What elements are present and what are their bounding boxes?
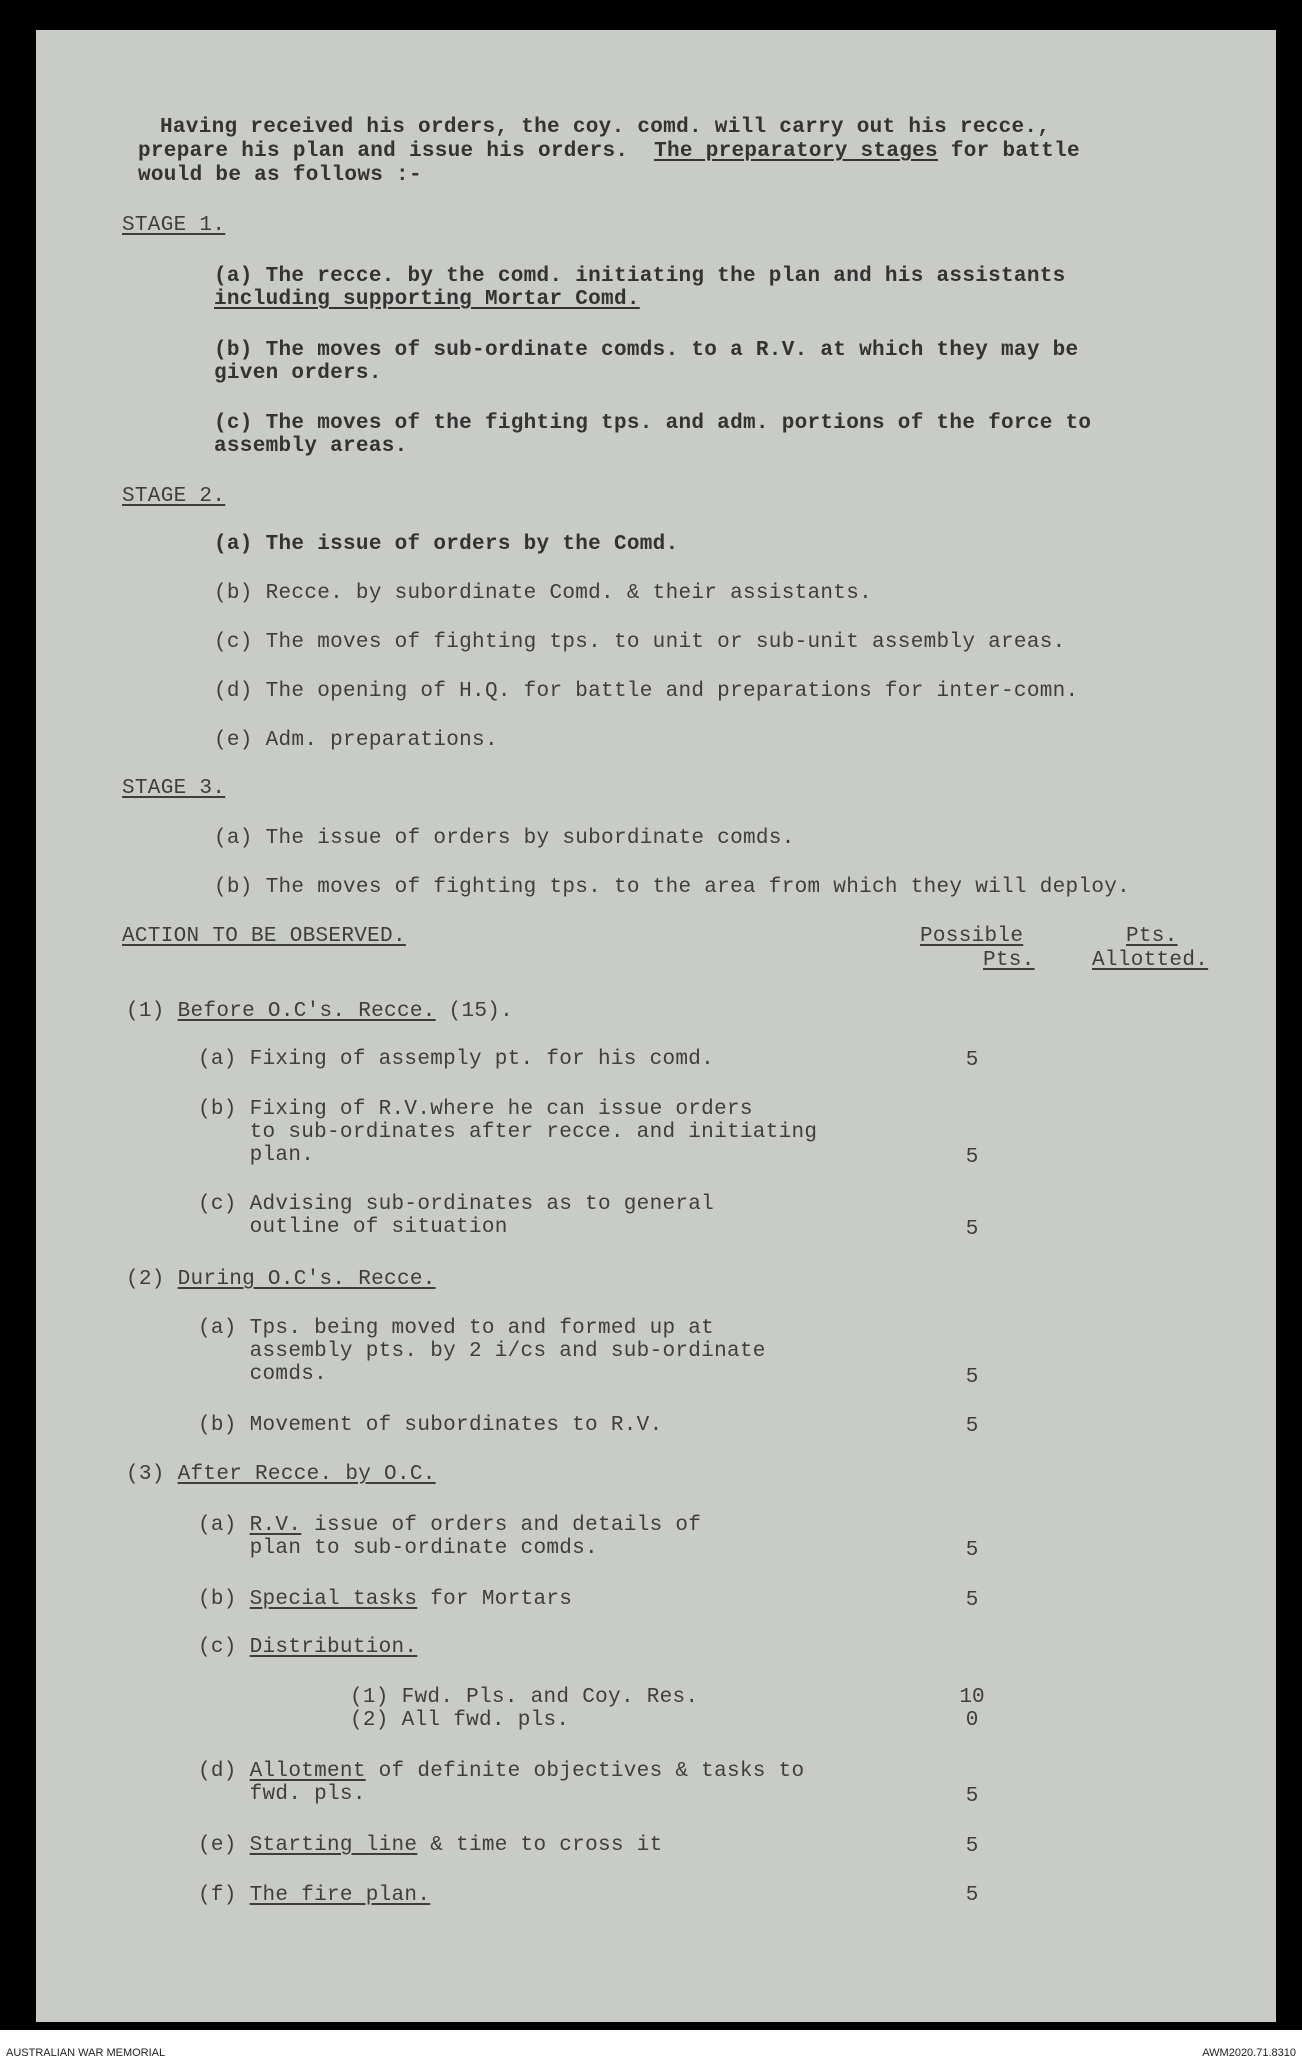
- section-3-item-d-pts: 5: [965, 1785, 979, 1808]
- stage-1-item-b: (b) The moves of sub-ordinate comds. to a R.V. at which they may be: [214, 339, 1079, 362]
- section-3-item-d: (d) Allotment of definite objectives & tasks to: [198, 1760, 805, 1783]
- section-2-heading: (2) During O.C's. Recce.: [126, 1268, 436, 1291]
- stage-2-item-b: (b) Recce. by subordinate Comd. & their assistants.: [214, 582, 873, 605]
- section-1-item-c-pts: 5: [965, 1218, 979, 1241]
- section-3-item-f: (f) The fire plan.: [198, 1884, 431, 1907]
- section-2-item-a-cont: assembly pts. by 2 i/cs and sub-ordinate: [198, 1340, 766, 1363]
- section-2-item-a-cont-2: comds.: [198, 1363, 328, 1386]
- col-possible-pts-2: Pts.: [983, 949, 1035, 972]
- stage-1-item-a: (a) The recce. by the comd. initiating the plan and his assistants: [214, 265, 1066, 288]
- section-2-item-b: (b) Movement of subordinates to R.V.: [198, 1414, 663, 1437]
- stage-3-item-b: (b) The moves of fighting tps. to the area from which they will deploy.: [214, 876, 1131, 899]
- footer-catalog-id: AWM2020.71.8310: [1202, 2047, 1296, 2059]
- section-3-item-c: (c) Distribution.: [198, 1636, 418, 1659]
- section-3-item-c-2: (2) All fwd. pls.: [350, 1709, 570, 1732]
- stage-1-item-a-cont: including supporting Mortar Comd.: [214, 288, 640, 311]
- section-2-item-a: (a) Tps. being moved to and formed up at: [198, 1317, 715, 1340]
- section-3-item-a: (a) R.V. issue of orders and details of: [198, 1514, 702, 1537]
- stage-1-item-c-cont: assembly areas.: [214, 435, 408, 458]
- stage-3-heading: STAGE 3.: [122, 777, 226, 800]
- section-1-item-a-pts: 5: [965, 1049, 979, 1072]
- stage-3-item-a: (a) The issue of orders by subordinate comds.: [214, 827, 795, 850]
- stage-1-heading: STAGE 1.: [122, 214, 226, 237]
- document-page: [36, 30, 1276, 2022]
- stage-1-item-c: (c) The moves of the fighting tps. and adm. portions of the force to: [214, 412, 1092, 435]
- section-3-item-c-2-pts: 0: [965, 1709, 979, 1732]
- section-1-item-b-pts: 5: [965, 1146, 979, 1169]
- section-1-heading: (1) Before O.C's. Recce. (15).: [126, 1000, 514, 1023]
- section-3-item-a-pts: 5: [965, 1539, 979, 1562]
- stage-1-item-b-cont: given orders.: [214, 362, 382, 385]
- section-1-item-b-cont-2: plan.: [198, 1144, 315, 1167]
- footer-bar: [0, 2030, 1302, 2061]
- section-3-item-c-1-pts: 10: [959, 1686, 985, 1709]
- section-3-item-e: (e) Starting line & time to cross it: [198, 1834, 663, 1857]
- section-3-item-d-cont: fwd. pls.: [198, 1783, 366, 1806]
- col-possible-pts-1: Possible: [920, 925, 1024, 948]
- stage-2-item-e: (e) Adm. preparations.: [214, 729, 498, 752]
- section-3-item-a-cont: plan to sub-ordinate comds.: [198, 1537, 598, 1560]
- stage-2-item-a: (a) The issue of orders by the Comd.: [214, 533, 679, 556]
- section-3-item-f-pts: 5: [965, 1884, 979, 1907]
- intro-line-1: Having received his orders, the coy. comd. will carry out his recce.,: [160, 116, 1051, 139]
- section-2-item-a-pts: 5: [965, 1366, 979, 1389]
- section-1-item-b: (b) Fixing of R.V.where he can issue orders: [198, 1098, 753, 1121]
- section-2-item-b-pts: 5: [965, 1415, 979, 1438]
- section-3-item-e-pts: 5: [965, 1835, 979, 1858]
- stage-2-heading: STAGE 2.: [122, 485, 226, 508]
- footer-source: AUSTRALIAN WAR MEMORIAL: [6, 2047, 166, 2059]
- section-3-item-b: (b) Special tasks for Mortars: [198, 1588, 573, 1611]
- section-1-item-a: (a) Fixing of assemply pt. for his comd.: [198, 1048, 715, 1071]
- section-3-heading: (3) After Recce. by O.C.: [126, 1463, 436, 1486]
- stage-2-item-c: (c) The moves of fighting tps. to unit or sub-unit assembly areas.: [214, 631, 1066, 654]
- intro-line-3: would be as follows :-: [138, 164, 422, 187]
- col-allotted-2: Allotted.: [1092, 949, 1209, 972]
- section-1-item-c-cont: outline of situation: [198, 1216, 508, 1239]
- intro-line-2: prepare his plan and issue his orders. The preparatory stages for battle: [138, 140, 1080, 163]
- section-3-item-b-pts: 5: [965, 1589, 979, 1612]
- col-allotted-1: Pts.: [1126, 925, 1178, 948]
- section-1-item-b-cont: to sub-ordinates after recce. and initiating: [198, 1121, 818, 1144]
- action-heading: ACTION TO BE OBSERVED.: [122, 925, 406, 948]
- section-3-item-c-1: (1) Fwd. Pls. and Coy. Res.: [350, 1686, 699, 1709]
- stage-2-item-d: (d) The opening of H.Q. for battle and preparations for inter-comn.: [214, 680, 1079, 703]
- preparatory-stages-phrase: The preparatory stages: [654, 140, 938, 163]
- section-1-item-c: (c) Advising sub-ordinates as to general: [198, 1193, 715, 1216]
